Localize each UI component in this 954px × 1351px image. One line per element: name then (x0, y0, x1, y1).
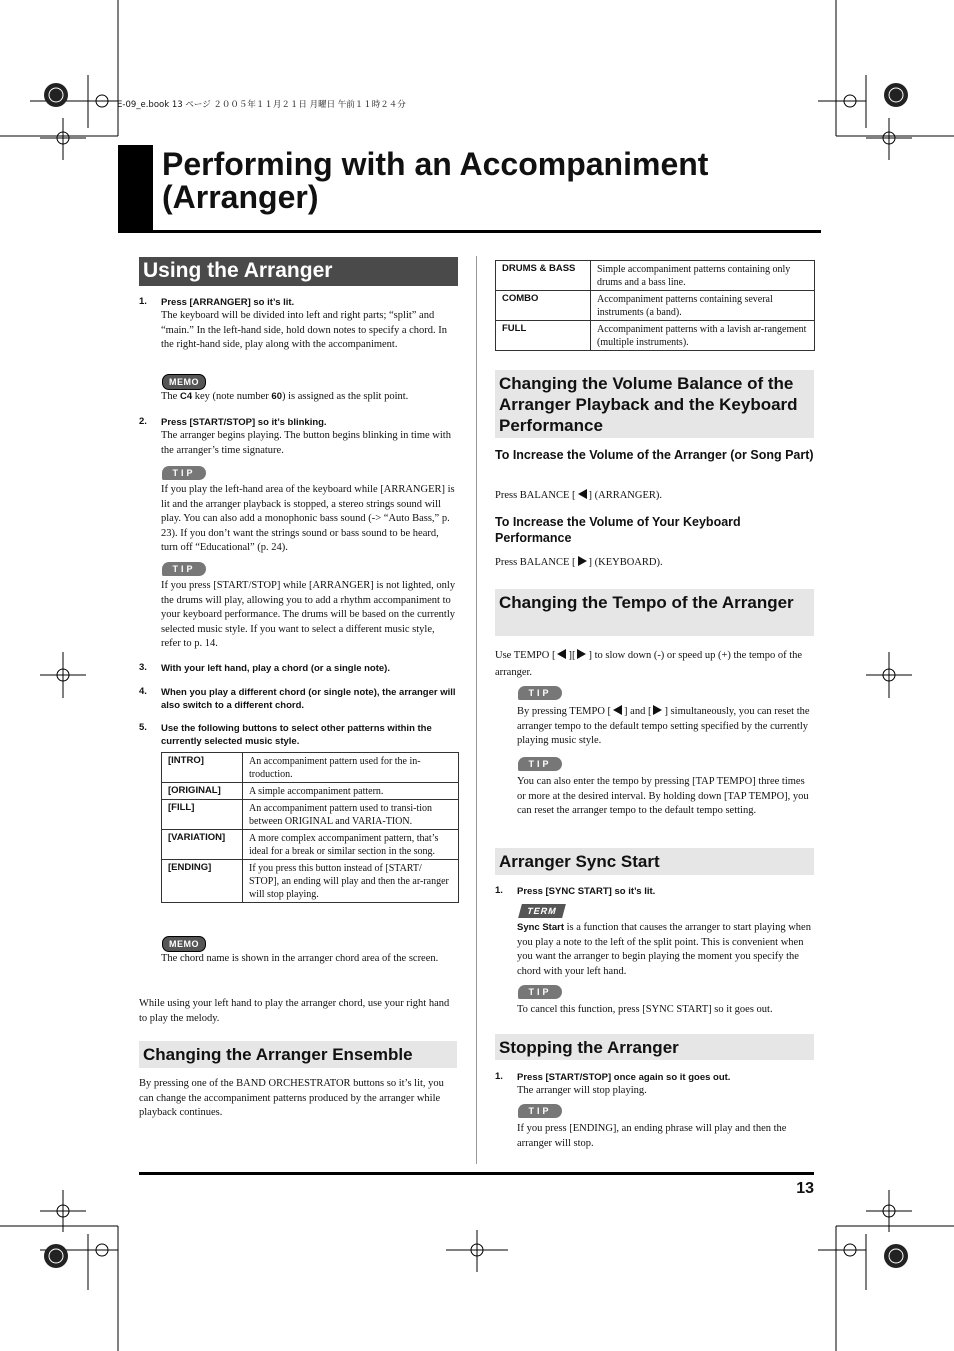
section-title-volume: Changing the Volume Balance of the Arranger Playback and the Keyboard Performance (495, 370, 814, 438)
page-title (162, 148, 708, 214)
table-desc: An accompaniment pattern used to transi-tion between ORIGINAL and VARIA-TION. (243, 800, 459, 830)
melody-paragraph: While using your left hand to play the arranger chord, use your right hand to play the melody. (139, 998, 450, 1024)
left-arrow-icon (557, 649, 566, 659)
step-number: 2. (139, 416, 147, 427)
memo-key: C4 (179, 391, 193, 402)
sync-step-1 (495, 885, 813, 898)
step-title: Press [START/STOP] so it’s blinking. (161, 417, 327, 428)
text-part: Press BALANCE [ (495, 490, 576, 501)
table-row (162, 753, 459, 783)
table-desc: Simple accompaniment patterns containing only drums and a bass line. (591, 261, 815, 291)
subtitle-volume-arranger: To Increase the Volume of the Arranger (or Song Part) (495, 448, 814, 462)
memo-text-part: key (note number (192, 391, 272, 402)
memo-icon: MEMO (162, 936, 206, 952)
tempo-text (495, 647, 814, 681)
step-number: 1. (495, 885, 503, 896)
table-key: [ENDING] (162, 860, 243, 903)
table-row (496, 321, 815, 351)
tip-text: If you play the left-hand area of the keyboard while [ARRANGER] is lit and the arranger playback is stopped, a stereo strings sound will play. You can also add a monophonic bass sound (-> “Auto Bass,” p. 23). If you don’t want the strings sound or bass sound to be heard, turn off “Educational” (p. 24). (161, 484, 455, 553)
step-2 (139, 416, 457, 458)
term-text (517, 921, 813, 979)
table-key: [FILL] (162, 800, 243, 830)
right-arrow-icon (653, 705, 662, 715)
table-desc: Accompaniment patterns with a lavish ar-rangement (multiple instruments). (591, 321, 815, 351)
right-arrow-icon (578, 556, 587, 566)
tip-text: You can also enter the tempo by pressing [TAP TEMPO] three times or more at the desired interval. By holding down [TAP TEMPO], you can reset the arranger tempo to the default tempo setting. (517, 776, 809, 816)
table-key: COMBO (496, 291, 591, 321)
right-arrow-icon (577, 649, 586, 659)
text-part: ] simultaneously, you can reset the arranger tempo to the default tempo setting specified by the currently playing music style. (517, 706, 810, 746)
table-row (496, 261, 815, 291)
memo-number: 60 (271, 391, 282, 402)
table-key: [INTRO] (162, 753, 243, 783)
step-number: 3. (139, 662, 147, 673)
text-part: By pressing TEMPO [ (517, 706, 612, 717)
step-1 (139, 296, 455, 353)
text-part: ] (KEYBOARD). (588, 557, 663, 568)
step-number: 1. (139, 296, 147, 307)
section-title-tempo: Changing the Tempo of the Arranger (495, 589, 814, 636)
title-rule (118, 230, 821, 233)
page-number: 13 (796, 1180, 814, 1197)
pattern-table (161, 752, 459, 903)
step-title: Use the following buttons to select other patterns within the currently selected music style. (161, 723, 432, 747)
step-title: With your left hand, play a chord (or a single note). (161, 663, 390, 674)
step-title: Press [START/STOP] once again so it goes out. (517, 1072, 731, 1083)
term-icon: TERM (518, 904, 566, 918)
table-desc: Accompaniment patterns containing several instruments (a band). (591, 291, 815, 321)
memo-text-part: ) is assigned as the split point. (282, 391, 409, 402)
step-3 (139, 662, 457, 675)
left-arrow-icon (578, 489, 587, 499)
page-title-line1: Performing with an Accompaniment (162, 146, 709, 182)
tip-icon: TIP (518, 985, 562, 999)
text-part: Use TEMPO [ (495, 650, 556, 661)
text-part: Press BALANCE [ (495, 557, 576, 568)
ensemble-table (495, 260, 815, 351)
tip-icon: TIP (162, 562, 206, 576)
subtitle-volume-keyboard: To Increase the Volume of Your Keyboard Performance (495, 515, 741, 545)
tip-icon: TIP (518, 757, 562, 771)
table-desc: A more complex accompaniment pattern, that’s ideal for a break or similar section in the song. (243, 830, 459, 860)
memo-text-part: The (161, 391, 180, 402)
text-part: ] to slow down (-) or speed up (+) the tempo of the arranger. (495, 650, 803, 678)
left-arrow-icon (613, 705, 622, 715)
step-5 (139, 722, 457, 748)
table-key: [ORIGINAL] (162, 783, 243, 800)
tip-text: To cancel this function, press [SYNC START] so it goes out. (517, 1004, 773, 1015)
tip-text: If you press [ENDING], an ending phrase will play and then the arranger will stop. (517, 1123, 787, 1149)
text-part: ] and [ (624, 706, 652, 717)
tip-icon: TIP (518, 1104, 562, 1118)
table-key: DRUMS & BASS (496, 261, 591, 291)
tip-text: If you press [START/STOP] while [ARRANGER] is not lighted, only the drums will play, allowing you to add a rhythm accompaniment to your keyboard performance. The drums will be based on the currently selected music style. If you want to select a different music style, refer to p. 14. (161, 580, 456, 649)
table-row (496, 291, 815, 321)
memo-icon: MEMO (162, 374, 206, 390)
step-body: The arranger will stop playing. (517, 1085, 647, 1096)
table-desc: An accompaniment pattern used for the in-troduction. (243, 753, 459, 783)
table-desc: A simple accompaniment pattern. (243, 783, 459, 800)
term-key: Sync Start (517, 922, 564, 933)
step-body: The arranger begins playing. The button begins blinking in time with the arranger’s time signature. (161, 430, 451, 456)
section-title-sync-start: Arranger Sync Start (495, 848, 814, 875)
title-block (118, 145, 153, 232)
section-title-ensemble: Changing the Arranger Ensemble (139, 1041, 457, 1068)
table-row (162, 783, 459, 800)
tip-text (517, 705, 813, 749)
footer-rule (139, 1172, 814, 1175)
step-title: Press [ARRANGER] so it’s lit. (161, 297, 295, 308)
text-part: is a function that causes the arranger to start playing when you play a note to the left of the split point. This is convenient when you want the arranger to begin playing the moment you specify the chord with your left hand. (517, 922, 811, 977)
text-part: ][ (568, 650, 576, 661)
header-line: E-09_e.book 13 ページ ２００５年１１月２１日 月曜日 午前１１時２４分 (117, 100, 406, 110)
stop-step-1 (495, 1071, 813, 1099)
tip-icon: TIP (518, 686, 562, 700)
step-number: 4. (139, 686, 147, 697)
volume-arranger-text (495, 489, 814, 504)
table-row (162, 830, 459, 860)
column-divider (476, 256, 477, 1164)
memo-text: The chord name is shown in the arranger chord area of the screen. (161, 953, 439, 964)
page-title-line2: (Arranger) (162, 179, 319, 215)
step-title: Press [SYNC START] so it’s lit. (517, 886, 656, 897)
step-title: When you play a different chord (or single note), the arranger will also switch to a different chord. (161, 687, 456, 711)
step-number: 1. (495, 1071, 503, 1082)
table-key: [VARIATION] (162, 830, 243, 860)
tip-icon: TIP (162, 466, 206, 480)
section-title-using-arranger: Using the Arranger (139, 257, 458, 286)
volume-keyboard-text (495, 556, 814, 571)
table-row (162, 860, 459, 903)
table-desc: If you press this button instead of [START/ STOP], an ending will play and then the ar-ranger will stop playing. (243, 860, 459, 903)
ensemble-paragraph: By pressing one of the BAND ORCHESTRATOR buttons so it’s lit, you can change the accompaniment patterns produced by the arranger while playback continues. (139, 1078, 444, 1118)
table-row (162, 800, 459, 830)
memo-text (161, 390, 455, 405)
table-key: FULL (496, 321, 591, 351)
text-part: ] (ARRANGER). (588, 490, 662, 501)
step-body: The keyboard will be divided into left and right parts; “split” and “main.” In the left-hand side, hold down notes to specify a chord. In the right-hand side, play along with the accompaniment. (161, 310, 448, 350)
step-number: 5. (139, 722, 147, 733)
step-4 (139, 686, 457, 712)
section-title-stopping: Stopping the Arranger (495, 1034, 814, 1060)
